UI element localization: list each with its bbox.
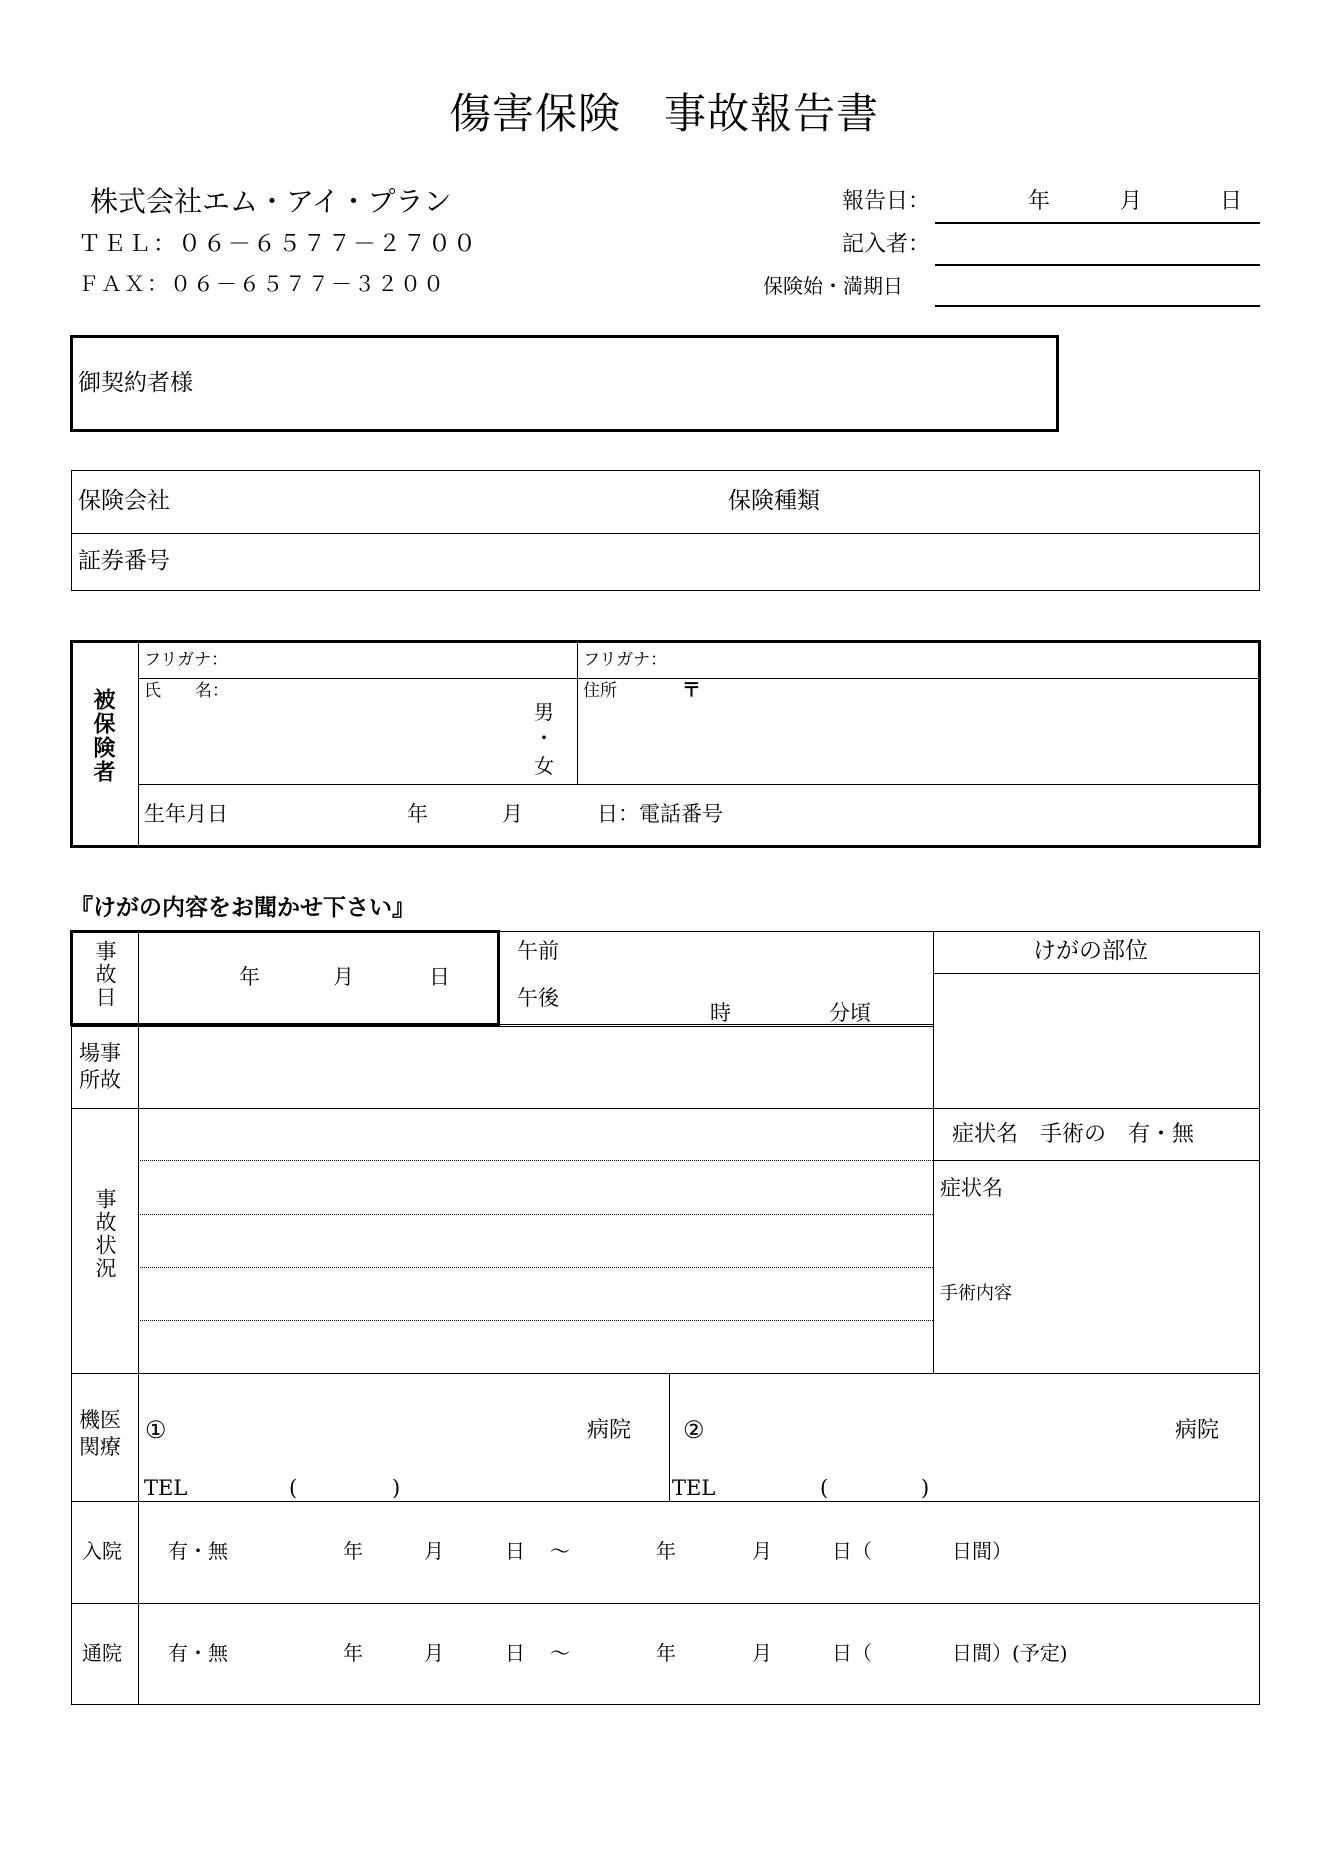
- medical-side-label-2: 関療: [79, 1435, 121, 1459]
- report-day-label: 日: [1220, 189, 1243, 214]
- birth-year-label: 年: [407, 802, 428, 826]
- birth-date-label: 生年月日: [144, 802, 228, 826]
- outp-to-year: 年: [656, 1641, 676, 1665]
- page-title: 傷害保険 事故報告書: [449, 89, 880, 138]
- insured-side-label: 被保険者: [90, 688, 116, 784]
- contractor-label: 御契約者様: [78, 370, 193, 396]
- report-date-label: 報告日：: [842, 189, 931, 214]
- outpatient-label: 通院: [82, 1641, 122, 1665]
- accident-day-label: 日: [429, 965, 450, 989]
- company-tel: ＴＥＬ：０６－６５７７－２７００: [78, 231, 478, 257]
- hospital-2-tel-label: TEL: [672, 1476, 716, 1500]
- situation-side-label: 事故状況: [93, 1188, 117, 1280]
- period-field[interactable]: [935, 305, 1260, 307]
- symptom-label: 症状名: [940, 1176, 1003, 1200]
- birth-month-label: 月: [502, 802, 523, 826]
- hospitalization-label: 入院: [82, 1539, 122, 1563]
- accident-month-label: 月: [333, 965, 354, 989]
- situation-line-1[interactable]: [140, 1160, 933, 1161]
- furigana-name-label: フリガナ：: [144, 650, 229, 670]
- period-label: 保険始・満期日: [763, 274, 903, 298]
- hospital-1-tel-label: TEL: [144, 1476, 188, 1500]
- symptom-header: 症状名 手術の 有・無: [952, 1122, 1195, 1147]
- place-side-label-1: 場事: [79, 1041, 121, 1065]
- gender-female[interactable]: 女: [534, 754, 554, 778]
- writer-field[interactable]: [935, 264, 1260, 266]
- address-label: 住所: [583, 681, 617, 701]
- outp-to-day: 日（: [832, 1641, 872, 1665]
- place-field[interactable]: [140, 1028, 932, 1108]
- am-label[interactable]: 午前: [517, 939, 559, 963]
- accident-year-label: 年: [239, 965, 260, 989]
- hospital-1-number: ①: [145, 1416, 167, 1444]
- policy-number-label: 証券番号: [78, 548, 170, 574]
- hosp-from-year: 年: [343, 1539, 363, 1563]
- surgery-label: 手術内容: [940, 1283, 1012, 1304]
- hosp-days: 日間）: [952, 1539, 1012, 1563]
- contractor-box[interactable]: [70, 335, 1059, 432]
- outp-from-month: 月: [424, 1641, 444, 1665]
- company-fax: ＦＡＸ：０６－６５７７－３２００: [78, 272, 446, 296]
- hospital-1-paren-open: (: [289, 1476, 298, 1500]
- hospital-2-paren-close: ): [921, 1476, 930, 1500]
- gender-male[interactable]: 男: [534, 700, 554, 724]
- situation-line-3[interactable]: [140, 1267, 933, 1268]
- medical-side-label-1: 機医: [79, 1408, 121, 1432]
- situation-line-2[interactable]: [140, 1214, 933, 1215]
- hospital-2-label: 病院: [1175, 1418, 1220, 1443]
- hosp-to-year: 年: [656, 1539, 676, 1563]
- postal-mark: 〒: [682, 679, 702, 701]
- hosp-to-day: 日（: [832, 1539, 872, 1563]
- body-part-label: けがの部位: [1033, 938, 1148, 964]
- gender-separator: ・: [534, 726, 554, 750]
- hour-label: 時: [710, 1001, 731, 1025]
- pm-label[interactable]: 午後: [517, 986, 559, 1010]
- report-date-field[interactable]: [935, 222, 1260, 224]
- report-month-label: 月: [1120, 189, 1143, 214]
- outp-tilde: ～: [550, 1641, 570, 1665]
- hospital-1-paren-close: ): [392, 1476, 401, 1500]
- place-side-label-2: 所故: [79, 1068, 121, 1092]
- outp-from-year: 年: [343, 1641, 363, 1665]
- writer-label: 記入者：: [842, 232, 931, 257]
- hospitalization-yes-no[interactable]: 有・無: [168, 1539, 228, 1563]
- hospital-2-paren-open: (: [820, 1476, 829, 1500]
- hosp-from-month: 月: [424, 1539, 444, 1563]
- insurance-type-label: 保険種類: [728, 488, 820, 514]
- hosp-tilde: ～: [550, 1539, 570, 1563]
- outp-from-day: 日: [505, 1641, 525, 1665]
- insurance-company-label: 保険会社: [78, 488, 170, 514]
- accident-date-side-label: 事故日: [93, 940, 117, 1009]
- furigana-address-label: フリガナ：: [583, 650, 668, 670]
- birth-day-phone-label: 日：電話番号: [597, 802, 723, 826]
- report-year-label: 年: [1028, 189, 1051, 214]
- hosp-to-month: 月: [752, 1539, 772, 1563]
- situation-line-4[interactable]: [140, 1320, 933, 1321]
- injury-heading: 『けがの内容をお聞かせ下さい』: [70, 894, 415, 921]
- outpatient-yes-no[interactable]: 有・無: [168, 1641, 228, 1665]
- policy-box: [71, 470, 1260, 591]
- hosp-from-day: 日: [505, 1539, 525, 1563]
- hospital-1-label: 病院: [587, 1418, 632, 1443]
- hospital-2-number: ②: [683, 1416, 705, 1444]
- company-name: 株式会社エム・アイ・プラン: [90, 185, 452, 218]
- name-label: 氏 名：: [144, 681, 229, 701]
- outp-to-month: 月: [752, 1641, 772, 1665]
- minute-label: 分頃: [829, 1001, 871, 1025]
- outp-days: 日間）(予定): [952, 1641, 1068, 1665]
